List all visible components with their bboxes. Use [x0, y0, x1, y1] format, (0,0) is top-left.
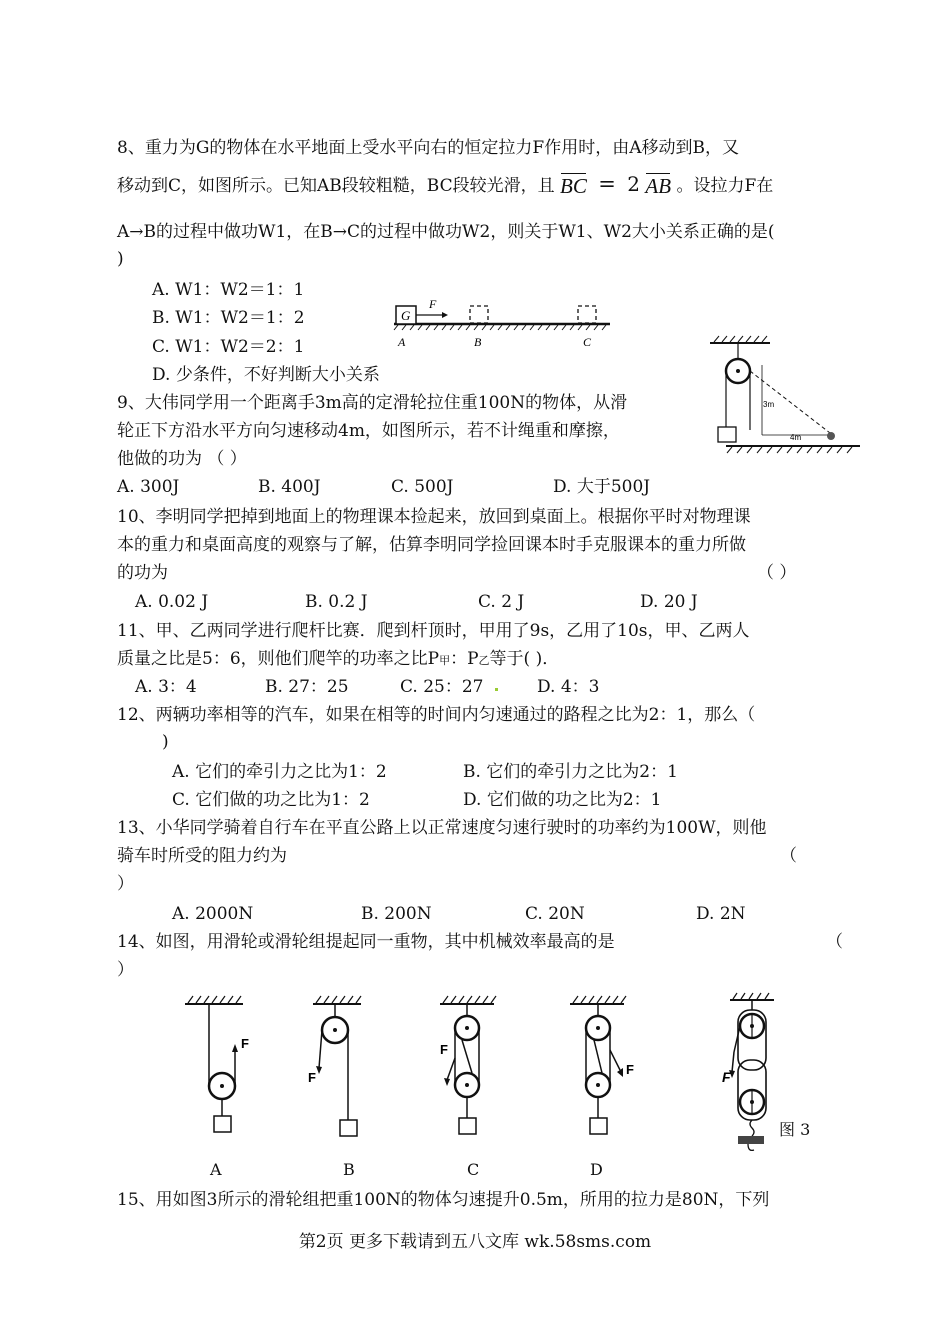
coefficient: 2 — [627, 172, 640, 196]
q14-paren-close: ） — [117, 960, 134, 980]
vector-bc: BC — [560, 174, 587, 198]
q8-point-b: B — [474, 335, 482, 349]
figure-3-label: 图 3 — [779, 1120, 811, 1139]
force-label-b: F — [308, 1070, 316, 1085]
q11-option-c: C. 25：27 — [400, 677, 484, 697]
q14-paren-open: （ — [826, 932, 843, 952]
q9-weight — [718, 427, 736, 442]
q12-line-2: ) — [162, 732, 169, 752]
pulley-figure-d — [562, 990, 642, 1140]
q11-option-b: B. 27：25 — [265, 677, 349, 697]
q10-option-c: C. 2 J — [478, 592, 525, 612]
q9-option-c: C. 500J — [391, 477, 454, 497]
q8-option-c: C. W1：W2＝2：1 — [152, 337, 305, 357]
stray-dot — [495, 688, 498, 691]
q9-line-2: 轮正下方沿水平方向匀速移动4m，如图所示，若不计绳重和摩擦， — [117, 421, 620, 441]
q8-line-3: A→B的过程中做功W1，在B→C的过程中做功W2，则关于W1、W2大小关系正确的是( — [117, 222, 775, 242]
q12-line-1: 12、两辆功率相等的汽车，如果在相等的时间内匀速通过的路程之比为2：1，那么（ — [117, 705, 756, 725]
q8-force-label: F — [429, 297, 437, 311]
weight-fig3 — [738, 1136, 764, 1144]
q8-point-a: A — [398, 335, 406, 349]
q12-option-b: B. 它们的牵引力之比为2：1 — [463, 762, 678, 782]
q12-option-d: D. 它们做的功之比为2：1 — [463, 790, 662, 810]
pulley-label-d: D — [590, 1160, 603, 1179]
force-label-d: F — [626, 1062, 634, 1077]
q8-line-1: 8、重力为G的物体在水平地面上受水平向右的恒定拉力F作用时，由A移动到B，又 — [117, 138, 739, 158]
q10-option-a: A. 0.02 J — [135, 592, 209, 612]
q9-height-label: 3m — [763, 400, 775, 409]
q8-line-2 — [117, 173, 773, 197]
weight-b — [340, 1120, 357, 1136]
q11-line-2 — [117, 648, 559, 672]
q9-option-a: A. 300J — [117, 477, 180, 497]
q8-block-label: G — [401, 308, 411, 323]
q9-line-3: 他做的功为 （ ） — [117, 449, 247, 469]
q13-option-b: B. 200N — [361, 904, 432, 924]
q9-line-1: 9、大伟同学用一个距离手3m高的定滑轮拉住重100N的物体，从滑 — [117, 393, 628, 413]
q11-ratio-sep: ：P — [450, 649, 479, 669]
force-label-fig3: F — [722, 1069, 731, 1085]
q9-option-d: D. 大于500J — [553, 477, 651, 497]
q8-line-2-text: 移动到C，如图所示。已知AB段较粗糙，BC段较光滑，且 — [117, 176, 555, 196]
q8-line-2-tail: 。设拉力F在 — [676, 176, 774, 196]
q13-line-2: 骑车时所受的阻力约为 — [117, 846, 287, 866]
q13-option-c: C. 20N — [525, 904, 585, 924]
q10-option-d: D. 20 J — [640, 592, 698, 612]
q13-paren-close: ） — [117, 874, 134, 894]
q8-option-d: D. 少条件，不好判断大小关系 — [152, 365, 380, 385]
pulley-label-a: A — [210, 1160, 222, 1179]
q12-option-c: C. 它们做的功之比为1：2 — [172, 790, 370, 810]
q8-line-4: ) — [117, 249, 124, 269]
q8-block-at-c — [578, 306, 596, 323]
q11-option-d: D. 4：3 — [537, 677, 600, 697]
pulley-figure-b — [305, 990, 375, 1140]
pulley-label-b: B — [343, 1160, 355, 1179]
subscript-jia: 甲 — [439, 654, 451, 667]
q10-line-3: 的功为 — [117, 563, 168, 583]
pulley-figure-a — [183, 990, 263, 1140]
q10-option-b: B. 0.2 J — [305, 592, 368, 612]
q9-option-b: B. 400J — [258, 477, 321, 497]
q8-option-b: B. W1：W2＝1：2 — [152, 308, 305, 328]
q11-line-2-text: 质量之比是5：6，则他们爬竿的功率之比P — [117, 649, 440, 669]
q9-figure — [710, 335, 880, 460]
q9-distance-label: 4m — [790, 433, 802, 442]
q8-point-c: C — [583, 335, 592, 349]
weight-c — [459, 1118, 476, 1134]
q13-option-a: A. 2000N — [172, 904, 254, 924]
subscript-yi: 乙 — [478, 654, 490, 667]
force-label-c: F — [440, 1042, 448, 1057]
q13-line-1: 13、小华同学骑着自行车在平直公路上以正常速度匀速行驶时的功率约为100W，则他 — [117, 818, 767, 838]
pulley-figure-c — [432, 990, 512, 1140]
q14-line-1: 14、如图，用滑轮或滑轮组提起同一重物，其中机械效率最高的是 — [117, 932, 615, 952]
page-footer: 第2页 更多下载请到五八文库 wk.58sms.com — [298, 1232, 652, 1252]
q11-option-a: A. 3：4 — [135, 677, 197, 697]
q12-option-a: A. 它们的牵引力之比为1：2 — [172, 762, 387, 782]
force-label-a: F — [241, 1036, 249, 1051]
weight-a — [214, 1116, 231, 1132]
q9-hand — [827, 432, 835, 440]
q11-line-2-tail: 等于( )． — [489, 649, 560, 669]
q15-line-1: 15、用如图3所示的滑轮组把重100N的物体匀速提升0.5m，所用的拉力是80N，下列 — [117, 1190, 770, 1210]
q13-option-d: D. 2N — [696, 904, 746, 924]
weight-d — [590, 1118, 607, 1134]
q8-option-a: A. W1：W2＝1：1 — [152, 280, 305, 300]
pulley-label-c: C — [467, 1160, 480, 1179]
q8-figure — [392, 298, 622, 348]
q13-paren-open: （ — [780, 846, 797, 866]
q11-line-1: 11、甲、乙两同学进行爬杆比赛．爬到杆顶时，甲用了9s，乙用了10s，甲、乙两人 — [117, 621, 750, 641]
q10-line-1: 10、李明同学把掉到地面上的物理课本捡起来，放回到桌面上。根据你平时对物理课 — [117, 507, 751, 527]
q10-paren: （ ） — [757, 563, 797, 583]
equals-sign: = — [598, 172, 616, 196]
q10-line-2: 本的重力和桌面高度的观察与了解，估算李明同学捡回课本时手克服课本的重力所做 — [117, 535, 746, 555]
vector-ab: AB — [645, 174, 672, 198]
q8-block-at-b — [470, 306, 488, 323]
